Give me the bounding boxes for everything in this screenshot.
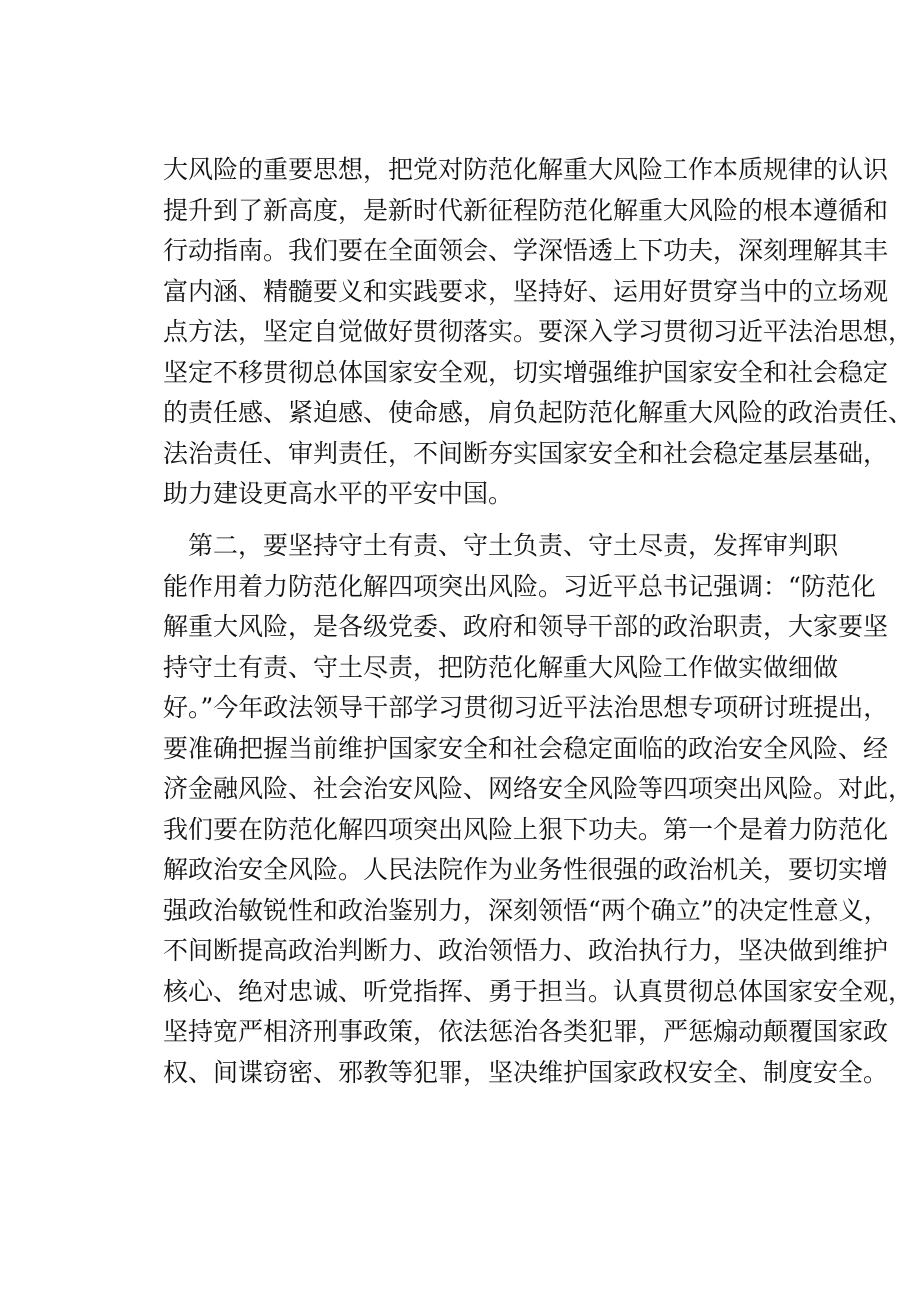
- paragraph-2-line: 济金融风险、社会治安风险、网络安全风险等四项突出风险。对此，: [163, 774, 914, 803]
- paragraph-2-line: 核心、绝对忠诚、听党指挥、勇于担当。认真贯彻总体国家安全观，: [163, 976, 914, 1006]
- paragraph-1: [163, 150, 914, 515]
- paragraph-2-line: 不间断提高政治判断力、政治领悟力、政治执行力，坚决做到维护: [163, 936, 889, 965]
- paragraph-1-line: 助力建设更高水平的平安中国。: [163, 479, 514, 508]
- paragraph-1-line: 的责任感、紧迫感、使命感，肩负起防范化解重大风险的政治责任、: [163, 398, 914, 427]
- paragraph-1-line: 行动指南。我们要在全面领会、学深悟透上下功夫，深刻理解其丰: [163, 236, 889, 265]
- paragraph-2-line: 能作用着力防范化解四项突出风险。习近平总书记强调：“防范化: [163, 571, 876, 601]
- paragraph-1-line: 坚定不移贯彻总体国家安全观，切实增强维护国家安全和社会稳定: [163, 357, 889, 387]
- paragraph-2-line: 持守土有责、守土尽责，把防范化解重大风险工作做实做细做: [163, 652, 839, 682]
- paragraph-2-line: 我们要在防范化解四项突出风险上狠下功夫。第一个是着力防范化: [163, 814, 889, 844]
- paragraph-2-line: 解政治安全风险。人民法院作为业务性很强的政治机关，要切实增: [163, 855, 889, 884]
- paragraph-2-line: 第二，要坚持守土有责、守土负责、守土尽责，发挥审判职: [188, 531, 839, 560]
- paragraph-2-line: 权、间谍窃密、邪教等犯罪，坚决维护国家政权安全、制度安全。: [163, 1057, 889, 1087]
- paragraph-2-line: 强政治敏锐性和政治鉴别力，深刻领悟“两个确立”的决定性意义，: [163, 895, 889, 925]
- paragraph-1-line: 点方法，坚定自觉做好贯彻落实。要深入学习贯彻习近平法治思想，: [163, 317, 914, 346]
- paragraph-2-line: 坚持宽严相济刑事政策，依法惩治各类犯罪，严惩煽动颠覆国家政: [163, 1017, 889, 1046]
- paragraph-2-line: 好。”今年政法领导干部学习贯彻习近平法治思想专项研讨班提出，: [163, 693, 889, 722]
- paragraph-1-line: 提升到了新高度，是新时代新征程防范化解重大风险的根本遵循和: [163, 195, 889, 225]
- paragraph-1-line: 法治责任、审判责任，不间断夯实国家安全和社会稳定基层基础，: [163, 438, 889, 468]
- paragraph-2-line: 要准确把握当前维护国家安全和社会稳定面临的政治安全风险、经: [163, 733, 889, 763]
- paragraph-1-line: 大风险的重要思想，把党对防范化解重大风险工作本质规律的认识: [163, 155, 889, 184]
- paragraph-2-line: 解重大风险，是各级党委、政府和领导干部的政治职责，大家要坚: [163, 612, 889, 641]
- paragraph-2: [163, 526, 914, 1093]
- paragraph-1-line: 富内涵、精髓要义和实践要求，坚持好、运用好贯穿当中的立场观: [163, 276, 889, 306]
